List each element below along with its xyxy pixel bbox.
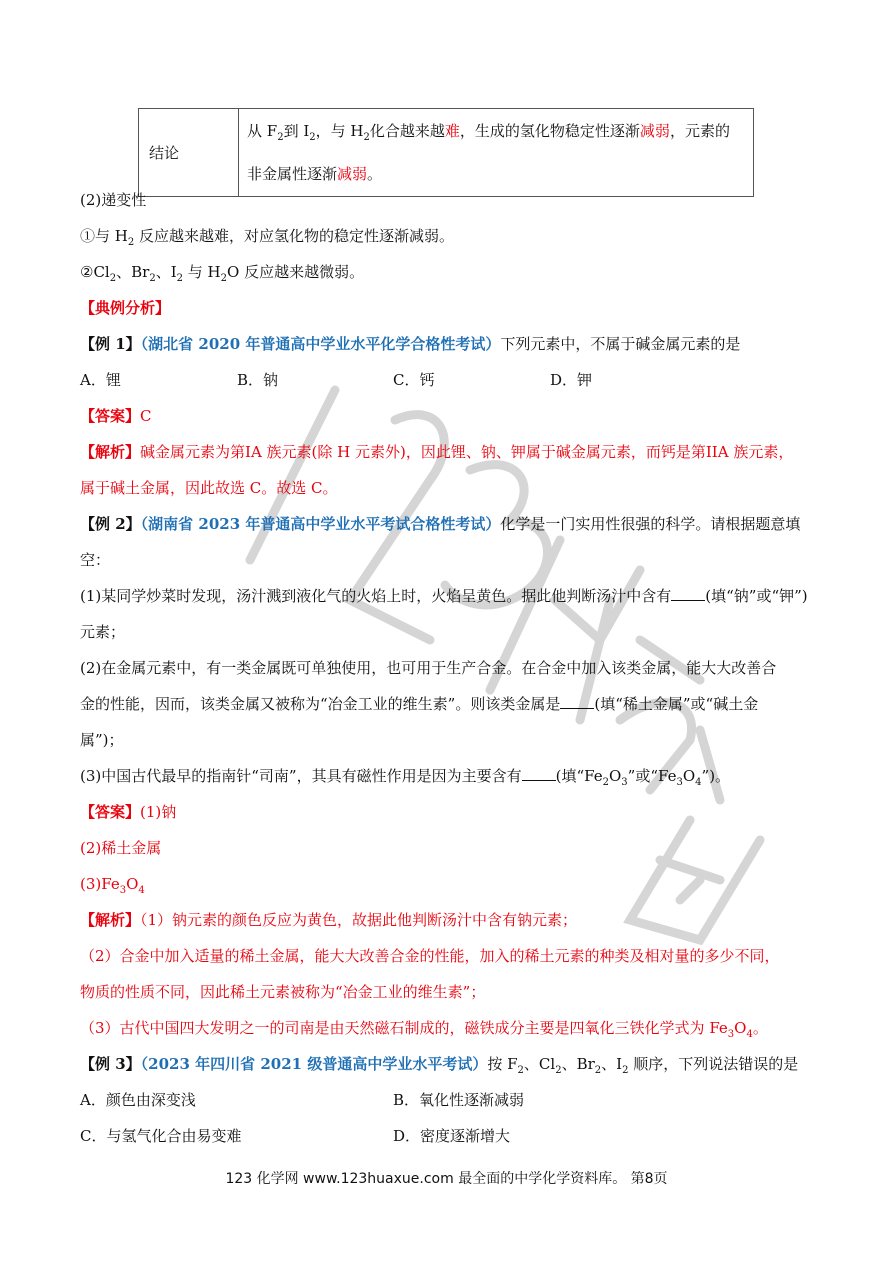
example-2-answer: 【答案】(1)钠 [80, 803, 177, 821]
example-2-sub1: (1)某同学炒菜时发现，汤汁溅到液化气的火焰上时，火焰呈黄色。据此他判断汤汁中含有 (填“钠”或“钾”) [80, 587, 808, 605]
example-2-sub2-cont: 金的性能，因而，该类金属又被称为“冶金工业的维生素”。则该类金属是 (填“稀土金属”或“碱土金 [80, 695, 759, 713]
example-2-sub1-cont: 元素； [80, 623, 126, 641]
example-2-question-cont: 空： [80, 551, 111, 569]
conclusion-text: 从 $F_2$到 $I_2$，与 $H_2$化合越来越难，生成的氢化物稳定性逐渐减弱，元素的 非金属性逐渐减弱。 [239, 109, 754, 197]
example-3-question: 【例 3】（2023 年四川省 2021 级普通高中学业水平考试）按 $F_2$、$Cl_2$、$Br_2$、$I_2$ 顺序，下列说法错误的是 [80, 1055, 799, 1076]
answer-blank [560, 694, 594, 709]
example-2-explanation: 【解析】（1）钠元素的颜色反应为黄色，故据此他判断汤汁中含有钠元素； [80, 911, 578, 929]
analysis-heading: 【典例分析】 [80, 299, 171, 317]
conclusion-table [138, 108, 754, 197]
option-c: C．与氢气化合由易变难 [80, 1127, 242, 1145]
example-2-explanation-4: （3）古代中国四大发明之一的司南是由天然磁石制成的，磁铁成分主要是四氧化三铁化学式为 $Fe_3O_4$。 [80, 1019, 768, 1040]
example-2-explanation-3: 物质的性质不同，因此稀土元素被称为“冶金工业的维生素”； [80, 983, 486, 1001]
example-2-question: 【例 2】（湖南省 2023 年普通高中学业水平考试合格性考试）化学是一门实用性很强的科学。请根据题意填 [80, 515, 801, 533]
example-2-sub2: (2)在金属元素中，有一类金属既可单独使用，也可用于生产合金。在合金中加入该类金属，能大大改善合 [80, 659, 777, 677]
section-title: (2)递变性 [80, 191, 147, 209]
option-b: B．钠 [237, 371, 279, 389]
answer-blank [522, 766, 556, 781]
page-footer: 123 化学网 www.123huaxue.com 最全面的中学化学资料库。 第8页 [225, 1171, 668, 1187]
conclusion-label: 结论 [139, 109, 239, 197]
example-2-answer-2: (2)稀土金属 [80, 839, 162, 857]
option-c: C．钙 [393, 371, 435, 389]
example-2-sub2-end: 属”)； [80, 731, 124, 749]
option-d: D．钾 [550, 371, 593, 389]
example-2-sub3: (3)中国古代最早的指南针“司南”，其具有磁性作用是因为主要含有 (填“$Fe_2O_3$”或“$Fe_3O_4$”)。 [80, 767, 731, 788]
option-a: A．锂 [80, 371, 121, 389]
example-1-explanation: 【解析】碱金属元素为第IA 族元素(除 H 元素外)，因此锂、钠、钾属于碱金属元素，而钙是第IIA 族元素， [80, 443, 794, 461]
example-1-answer: 【答案】C [80, 407, 152, 425]
answer-blank [671, 586, 705, 601]
option-a: A．颜色由深变浅 [80, 1091, 196, 1109]
option-b: B．氧化性逐渐减弱 [393, 1091, 525, 1109]
list-item: ①与 $H_2$ 反应越来越难，对应氢化物的稳定性逐渐减弱。 [80, 227, 455, 248]
example-2-explanation-2: （2）合金中加入适量的稀土金属，能大大改善合金的性能，加入的稀土元素的种类及相对量的多少不同， [80, 947, 780, 965]
example-2-answer-3: $(3)Fe_3O_4$ [80, 875, 145, 896]
option-d: D．密度逐渐增大 [393, 1127, 511, 1145]
example-1-question: 【例 1】（湖北省 2020 年普通高中学业水平化学合格性考试）下列元素中，不属于碱金属元素的是 [80, 335, 741, 353]
example-1-explanation-cont: 属于碱土金属，因此故选 C。故选 C。 [80, 479, 338, 497]
list-item: $②Cl_2$、$Br_2$、$I_2$ 与 $H_2O$ 反应越来越微弱。 [80, 263, 365, 284]
